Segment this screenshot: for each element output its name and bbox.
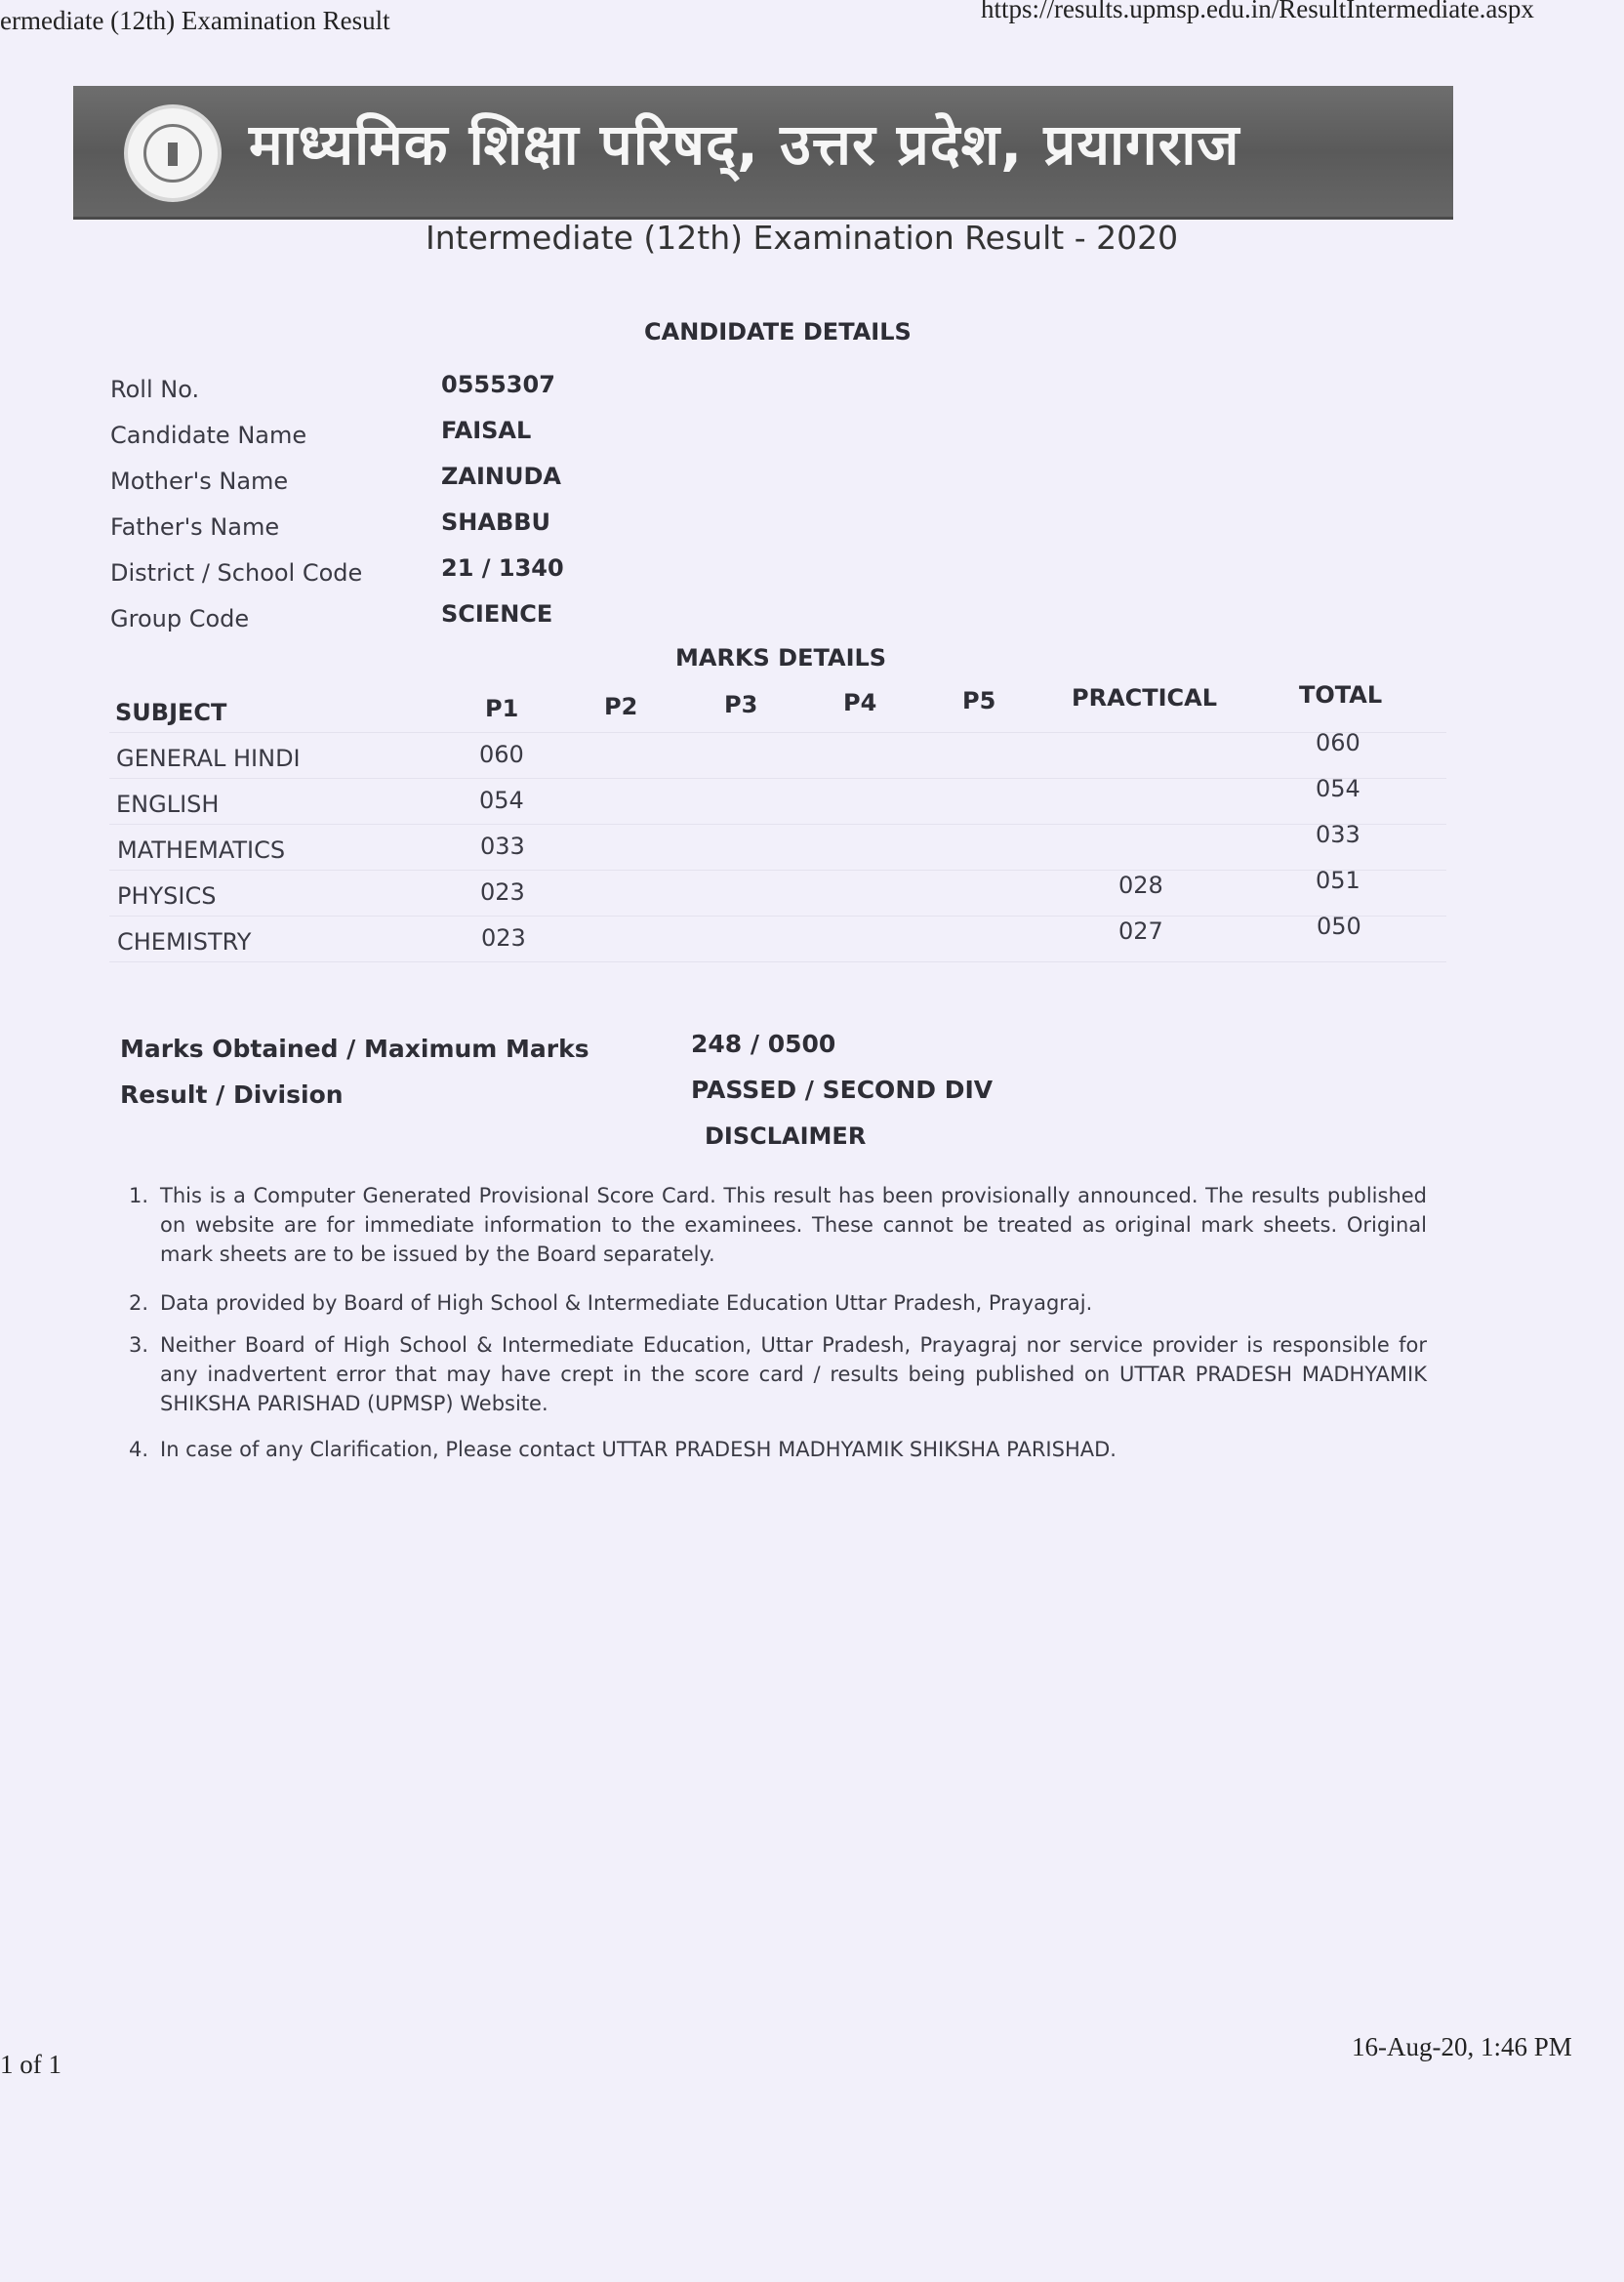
group-code-value: SCIENCE <box>441 600 553 628</box>
practical-cell: 028 <box>1118 872 1163 899</box>
board-banner <box>73 86 1453 220</box>
col-header-p4: P4 <box>843 689 877 716</box>
p1-cell: 023 <box>480 878 525 906</box>
subject-cell: PHYSICS <box>117 882 217 910</box>
group-code-label: Group Code <box>110 605 250 632</box>
print-header-title: ermediate (12th) Examination Result <box>0 6 390 35</box>
list-item <box>129 1288 1427 1320</box>
mother-name-value: ZAINUDA <box>441 463 561 490</box>
result-division-value: PASSED / SECOND DIV <box>691 1076 994 1104</box>
list-item-number: 3. <box>129 1333 149 1357</box>
col-header-subject: SUBJECT <box>115 699 227 726</box>
subject-cell: CHEMISTRY <box>117 928 252 956</box>
total-cell: 033 <box>1316 821 1360 848</box>
candidate-name-label: Candidate Name <box>110 422 307 449</box>
list-item-text: Data provided by Board of High School & Intermediate Education Uttar Pradesh, Prayagraj. <box>160 1291 1093 1315</box>
page-title: Intermediate (12th) Examination Result - 2020 <box>426 219 1179 257</box>
mother-name-label: Mother's Name <box>110 468 289 495</box>
candidate-name-value: FAISAL <box>441 417 532 444</box>
page-number: 1 of 1 <box>0 2050 61 2079</box>
p1-cell: 060 <box>479 741 524 768</box>
p1-cell: 054 <box>479 787 524 814</box>
marks-details-heading: MARKS DETAILS <box>675 644 887 672</box>
subject-cell: ENGLISH <box>116 791 220 818</box>
total-cell: 051 <box>1316 867 1360 894</box>
list-item <box>129 1435 1427 1466</box>
col-header-p3: P3 <box>724 691 758 718</box>
district-school-code-label: District / School Code <box>110 559 363 587</box>
list-item-text: This is a Computer Generated Provisional Score Card. This result has been provisionally announced. The results published on website are for immediate information to the examinees. These cannot be treated as original mark sheets. Original mark sheets are to be issued by the Board separately. <box>160 1184 1427 1266</box>
district-school-code-value: 21 / 1340 <box>441 554 564 582</box>
father-name-value: SHABBU <box>441 509 551 536</box>
list-item-number: 2. <box>129 1291 149 1315</box>
col-header-p1: P1 <box>485 695 519 722</box>
practical-cell: 027 <box>1118 917 1163 945</box>
list-item-number: 4. <box>129 1438 149 1461</box>
subject-cell: MATHEMATICS <box>117 836 286 864</box>
roll-no-value: 0555307 <box>441 371 555 398</box>
print-header-url: https://results.upmsp.edu.in/ResultIntermediate.aspx <box>981 0 1534 23</box>
total-cell: 054 <box>1316 775 1360 802</box>
board-emblem-icon <box>124 104 222 202</box>
col-header-practical: PRACTICAL <box>1072 684 1218 712</box>
col-header-p2: P2 <box>604 693 638 720</box>
list-item-number: 1. <box>129 1184 149 1207</box>
father-name-label: Father's Name <box>110 513 280 541</box>
total-cell: 050 <box>1317 913 1361 940</box>
marks-obtained-value: 248 / 0500 <box>691 1030 836 1058</box>
p1-cell: 023 <box>481 924 526 952</box>
p1-cell: 033 <box>480 833 525 860</box>
total-cell: 060 <box>1316 729 1360 756</box>
col-header-total: TOTAL <box>1299 681 1383 709</box>
col-header-p5: P5 <box>962 687 996 714</box>
result-division-label: Result / Division <box>120 1080 344 1109</box>
disclaimer-heading: DISCLAIMER <box>705 1122 867 1150</box>
list-item-text: Neither Board of High School & Intermediate Education, Uttar Pradesh, Prayagraj nor service provider is responsible for any inadvertent error that may have crept in the score card / results being published on UTTAR PRADESH MADHYAMIK SHIKSHA PARISHAD (UPMSP) Website. <box>160 1333 1427 1415</box>
candidate-details-heading: CANDIDATE DETAILS <box>644 318 912 346</box>
print-datetime: 16-Aug-20, 1:46 PM <box>1352 2032 1572 2061</box>
subject-cell: GENERAL HINDI <box>116 745 301 772</box>
board-name: माध्यमिक शिक्षा परिषद्, उत्तर प्रदेश, प्रयागराज <box>249 111 1240 178</box>
list-item-text: In case of any Clarification, Please contact UTTAR PRADESH MADHYAMIK SHIKSHA PARISHAD. <box>160 1438 1116 1461</box>
list-item <box>129 1181 1427 1271</box>
roll-no-label: Roll No. <box>110 376 200 403</box>
marks-obtained-label: Marks Obtained / Maximum Marks <box>120 1035 589 1063</box>
list-item <box>129 1330 1427 1420</box>
